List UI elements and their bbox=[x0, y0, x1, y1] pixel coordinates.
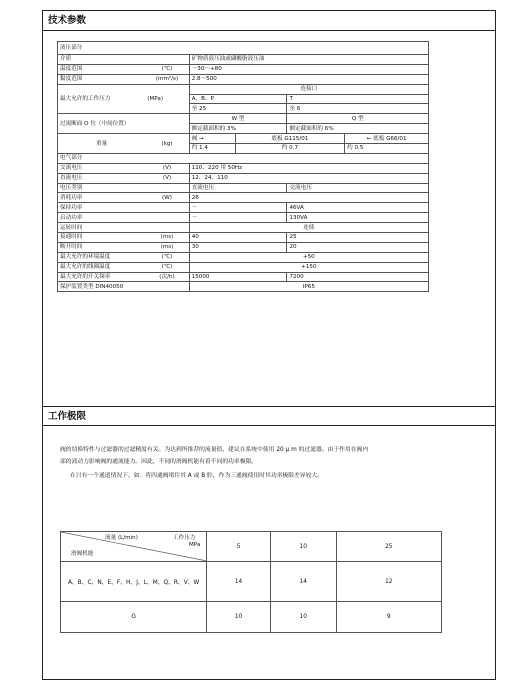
limit-section-title: 工作极限 bbox=[43, 406, 495, 426]
pressure-10: 10 bbox=[270, 532, 336, 562]
ac-unit: (V) bbox=[145, 163, 189, 173]
header-pressure: 工作压力 bbox=[173, 535, 196, 541]
maxp-ports1: A、B、P bbox=[189, 94, 287, 104]
maxp-val2: 至 6 bbox=[287, 104, 429, 114]
medium-value: 矿物质液压油或磷酸脂液压油 bbox=[189, 55, 428, 65]
limit-paragraph-1: 阀的切换特性与过滤器的过滤精度有关。为达到所推荐的流量值，建议在系统中使用 20 μ m 的过滤器。由于作用在阀内 bbox=[60, 447, 369, 453]
amb-value: +50 bbox=[189, 252, 428, 262]
on-unit: (ms) bbox=[145, 233, 189, 243]
spec-table bbox=[57, 41, 429, 292]
limit-cell: 14 bbox=[270, 562, 336, 602]
vtype-ac: 交流电压 bbox=[287, 183, 429, 193]
flow-w-desc: 额定截面积的 3% bbox=[189, 124, 287, 134]
header-spool: 滑阀机能 bbox=[71, 551, 94, 557]
pressure-5: 5 bbox=[207, 532, 271, 562]
limit-table bbox=[60, 531, 442, 633]
dc-value: 12、24、110 bbox=[189, 173, 428, 183]
flow-w: W 型 bbox=[189, 114, 287, 124]
visc-unit: (mm²/s) bbox=[145, 74, 189, 84]
on-ac: 25 bbox=[287, 233, 429, 243]
table-row bbox=[61, 602, 442, 633]
duty-value: 连续 bbox=[189, 223, 428, 233]
limit-cell: 12 bbox=[336, 562, 441, 602]
flow-q: Q 型 bbox=[287, 114, 429, 124]
ac-value: 110、220 用 50Hz bbox=[189, 163, 428, 173]
limit-table-header-cell bbox=[61, 532, 207, 562]
temp-unit: (℃) bbox=[145, 64, 189, 74]
inrush-dc: － bbox=[189, 213, 287, 223]
flow-label: 过流断面 O 位（中间位置） bbox=[58, 114, 190, 134]
inrush-ac: 130VA bbox=[287, 213, 429, 223]
ac-label: 交流电压 bbox=[58, 163, 146, 173]
limit-paragraph-3: 在只有一个通道情况下，如：将四通阀堵住其 A 或 B 腔，作为三通阀使用时其功率极限差异较大。 bbox=[70, 473, 323, 479]
weight-v3: 约 0.5 bbox=[345, 144, 429, 154]
electrical-heading: 电气部分 bbox=[58, 153, 429, 163]
limit-cell: 14 bbox=[207, 562, 271, 602]
coil-value: +150 bbox=[189, 262, 428, 272]
hydraulic-heading: 液压部分 bbox=[58, 42, 429, 55]
vtype-label: 电压类别 bbox=[58, 183, 190, 193]
header-flow: 流量 (L/min) bbox=[105, 535, 138, 541]
coil-unit: (℃) bbox=[145, 262, 189, 272]
header-mpa: MPa bbox=[189, 542, 201, 548]
off-unit: (ms) bbox=[145, 242, 189, 252]
weight-v2: 约 0.7 bbox=[235, 144, 345, 154]
weight-h3: ← 底板 G66/01 bbox=[345, 134, 429, 144]
temp-label: 温度范围 bbox=[58, 64, 146, 74]
vtype-dc: 直流电压 bbox=[189, 183, 287, 193]
weight-h2: 底板 G115/01 bbox=[235, 134, 345, 144]
hold-dc: － bbox=[189, 203, 287, 213]
off-ac: 20 bbox=[287, 242, 429, 252]
weight-h1: 阀 → bbox=[189, 134, 235, 144]
duty-label: 运转时间 bbox=[58, 223, 190, 233]
limit-paragraph-2: 部的液动力影响阀的通流能力。因此，不同的滑阀机能有着不同的功率极限。 bbox=[60, 459, 258, 465]
prot-label: 保护装置类型 DIN40050 bbox=[58, 282, 190, 292]
limit-cell: 10 bbox=[207, 602, 271, 633]
freq-dc: 15000 bbox=[189, 272, 287, 282]
spec-section-title: 技术参数 bbox=[43, 11, 495, 31]
dc-label: 直流电压 bbox=[58, 173, 146, 183]
power-label: 消耗功率 bbox=[58, 193, 146, 203]
visc-label: 黏度范围 bbox=[58, 74, 146, 84]
dc-unit: (V) bbox=[145, 173, 189, 183]
limit-cell: 10 bbox=[270, 602, 336, 633]
freq-unit: (次/h) bbox=[145, 272, 189, 282]
spool-cell: G bbox=[61, 602, 207, 633]
power-value: 26 bbox=[189, 193, 428, 203]
table-row bbox=[61, 562, 442, 602]
ports-heading: 连接口 bbox=[189, 84, 428, 94]
maxp-unit: (MPa) bbox=[145, 94, 189, 104]
on-label: 接通时间 bbox=[58, 233, 146, 243]
visc-value: 2.8～500 bbox=[189, 74, 428, 84]
off-label: 断开时间 bbox=[58, 242, 146, 252]
freq-label: 最大允许的开关频率 bbox=[58, 272, 146, 282]
maxp-label: 最大允许的工作压力 bbox=[58, 94, 146, 104]
hold-ac: 46VA bbox=[287, 203, 429, 213]
weight-unit: (kg) bbox=[145, 134, 189, 154]
flow-q-desc: 额定截面积的 6% bbox=[287, 124, 429, 134]
amb-unit: (℃) bbox=[145, 252, 189, 262]
off-dc: 30 bbox=[189, 242, 287, 252]
power-unit: (W) bbox=[145, 193, 189, 203]
weight-v1: 约 1.4 bbox=[189, 144, 235, 154]
maxp-ports2: T bbox=[287, 94, 429, 104]
pressure-25: 25 bbox=[336, 532, 441, 562]
inrush-label: 启动功率 bbox=[58, 213, 190, 223]
medium-label: 介质 bbox=[58, 55, 190, 65]
prot-value: IP65 bbox=[189, 282, 428, 292]
temp-value: －30～+80 bbox=[189, 64, 428, 74]
freq-ac: 7200 bbox=[287, 272, 429, 282]
spool-cell: A、B、C、N、E、F、H、J、L、M、Q、R、V、W bbox=[61, 562, 207, 602]
maxp-val1: 至 25 bbox=[189, 104, 287, 114]
on-dc: 40 bbox=[189, 233, 287, 243]
coil-label: 最大允许的线圈温度 bbox=[58, 262, 146, 272]
limit-cell: 9 bbox=[336, 602, 441, 633]
hold-label: 保持功率 bbox=[58, 203, 190, 213]
weight-label: 重量 bbox=[58, 134, 146, 154]
amb-label: 最大允许的环境温度 bbox=[58, 252, 146, 262]
